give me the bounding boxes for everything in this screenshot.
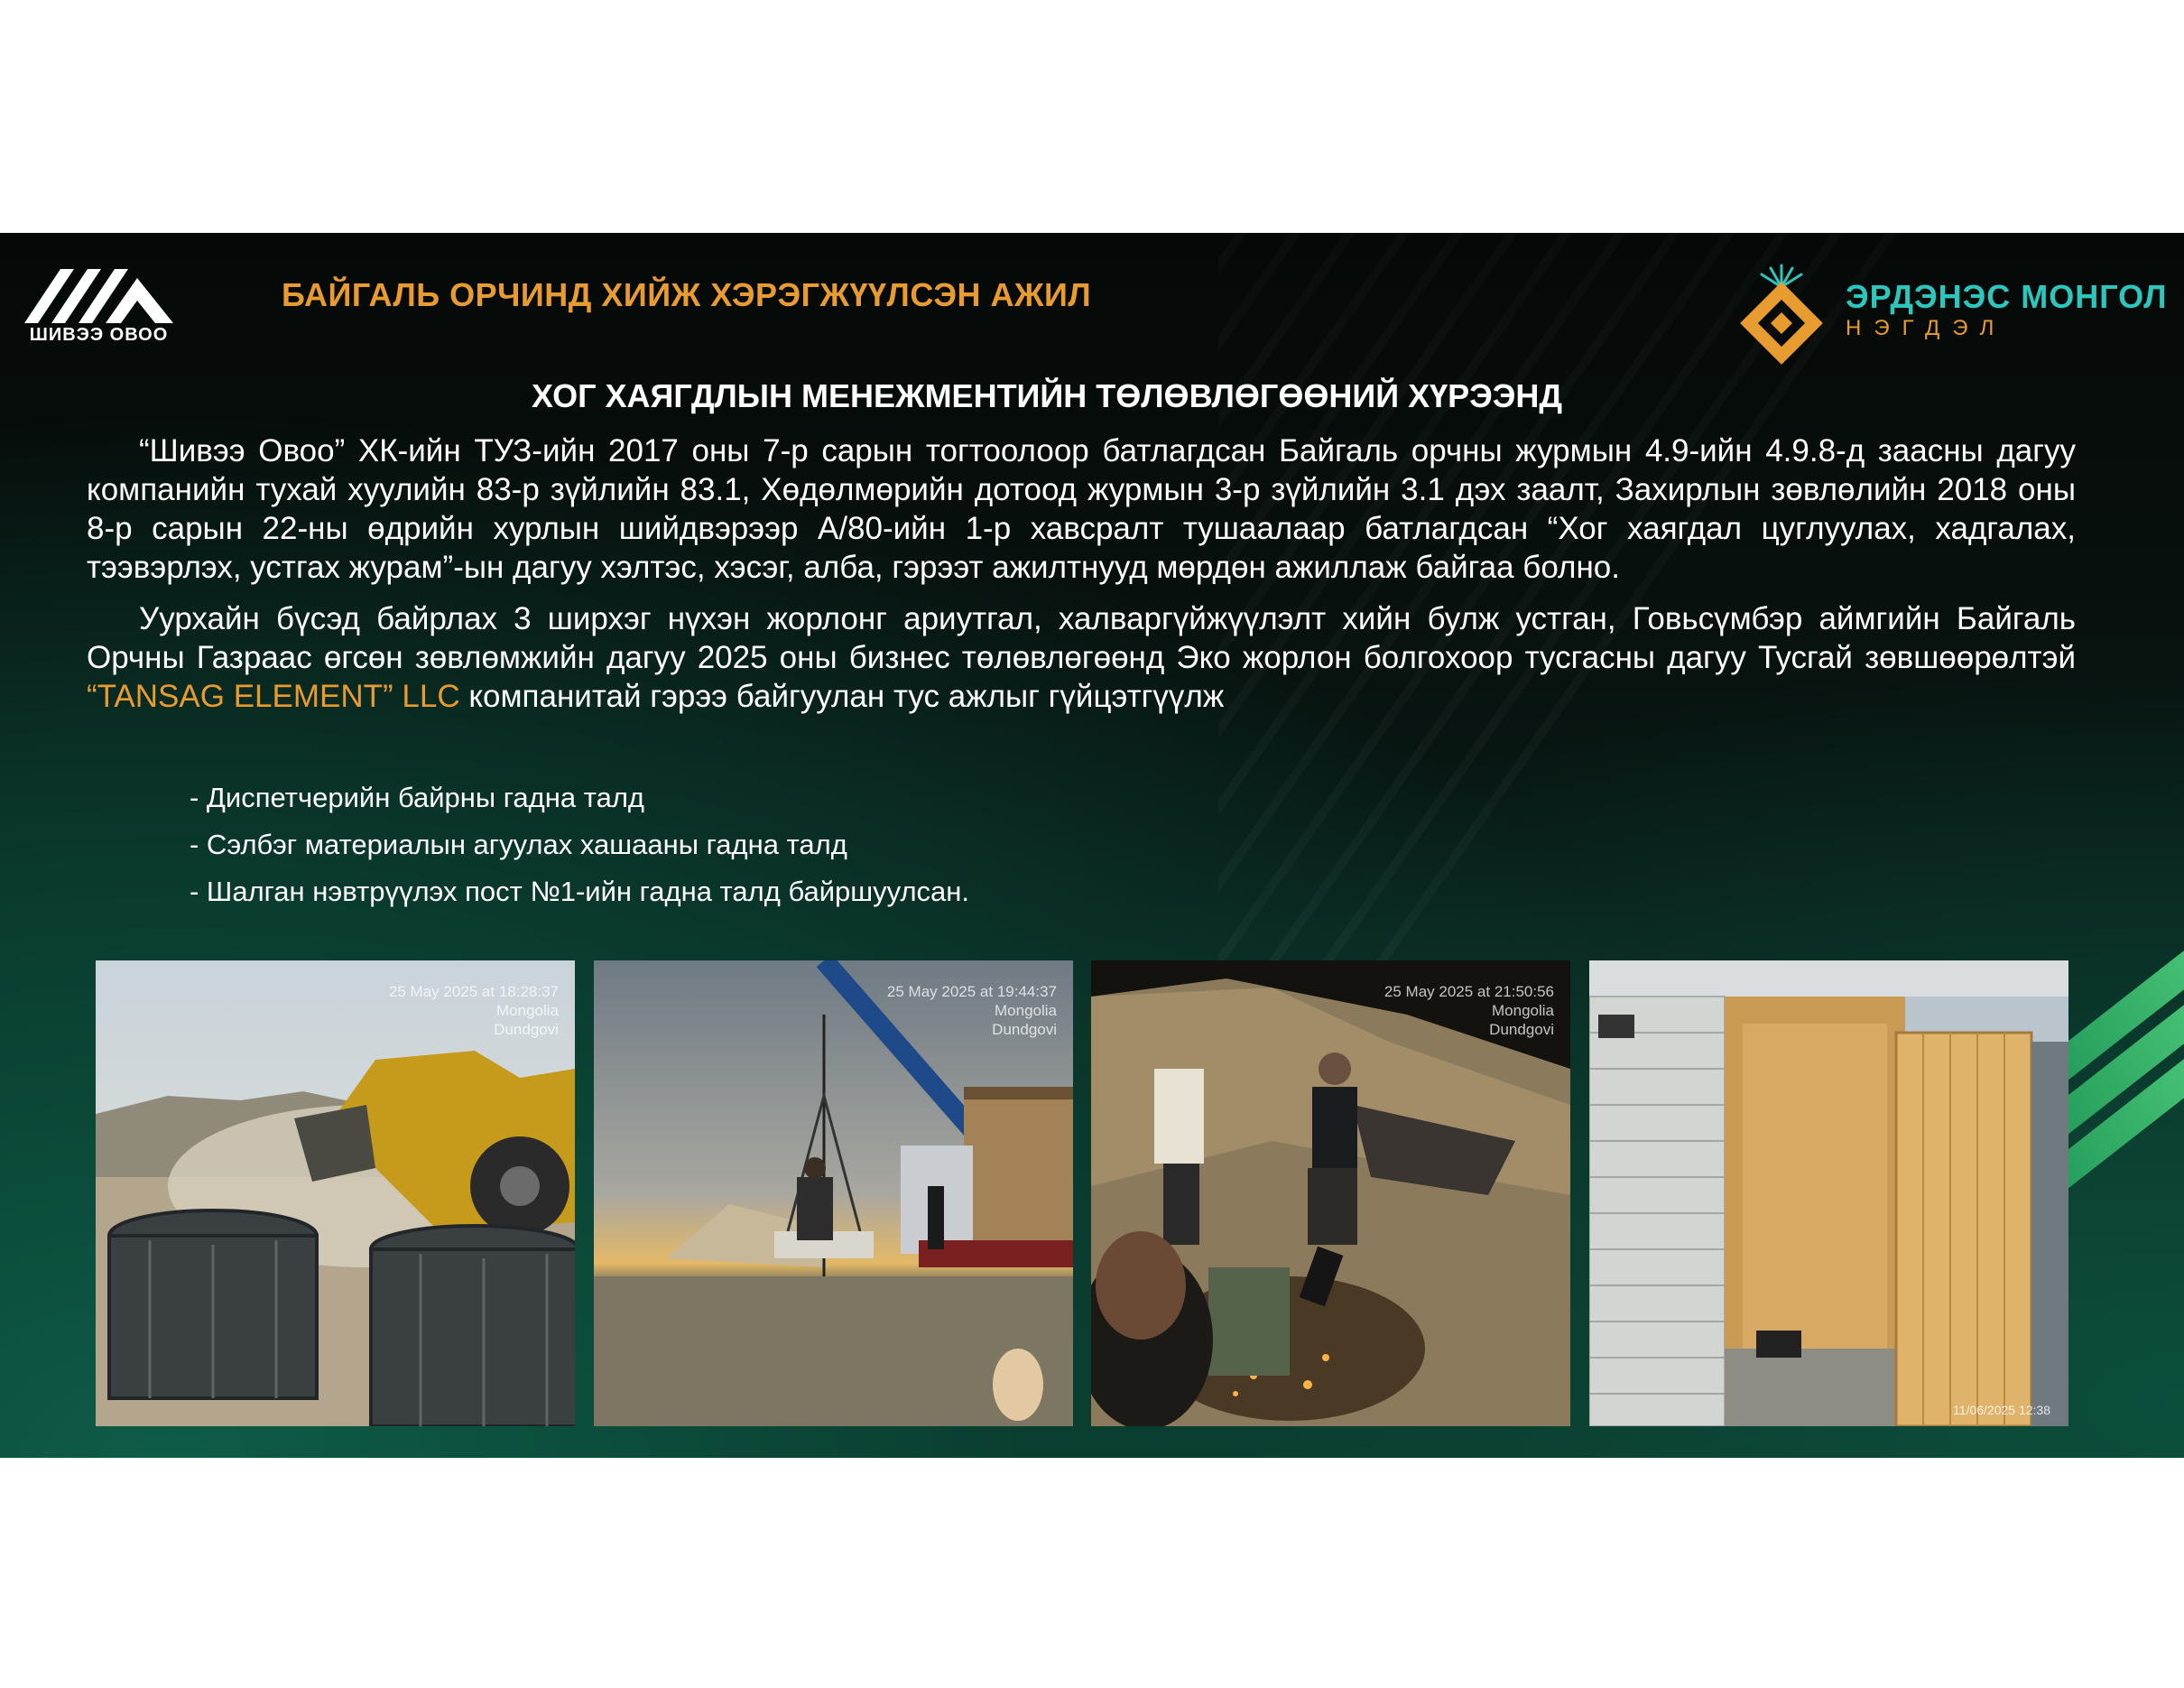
body-text	[87, 431, 2076, 728]
paragraph-2-text-end: компанитай гэрээ байгуулан тус ажлыг гүйцэтгүүлж	[459, 679, 1225, 714]
company-name-highlight: “TANSAG ELEMENT” LLC	[87, 679, 460, 714]
photo-timestamp: 25 May 2025 at 18:28:37 Mongolia Dundgovi	[388, 983, 559, 1038]
photo-eco-toilet	[1589, 960, 2068, 1426]
photo-night-work	[1091, 960, 1570, 1426]
paragraph-2-text: Уурхайн бүсэд байрлах 3 ширхэг нүхэн жорлонг ариутгал, халваргүйжүүлэлт хийн булж устган, Говьсүмбэр аймгийн Байгаль Орчны Газраас өгсөн зөвлөмжийн дагуу 2025 оны бизнес төлөвлөгөөнд Эко жорлон болгохоор тусгасны дагуу Тусгай зөвшөөрөлтэй	[87, 601, 2076, 675]
paragraph-2	[87, 599, 2076, 716]
list-item: - Сэлбэг материалын агуулах хашааны гадна талд	[190, 829, 847, 860]
photo-timestamp: 25 May 2025 at 21:50:56 Mongolia Dundgovi	[1384, 983, 1554, 1038]
header-title: БАЙГАЛЬ ОРЧИНД ХИЙЖ ХЭРЭГЖҮҮЛСЭН АЖИЛ	[282, 276, 1092, 313]
location-list	[190, 774, 969, 915]
section-title: ХОГ ХАЯГДЛЫН МЕНЕЖМЕНТИЙН ТӨЛӨВЛӨГӨӨНИЙ ХҮРЭЭНД	[531, 377, 1562, 414]
photo-timestamp: 11/06/2025 12:38	[1953, 1403, 2050, 1417]
paragraph-1: “Шивээ Овоо” ХК-ийн ТУЗ-ийн 2017 оны 7-р сарын тогтоолоор батлагдсан Байгаль орчны журмын 4.9-ийн 4.9.8-д заасны дагуу компанийн тухай хуулийн 83-р зүйлийн 83.1, Хөдөлмөрийн дотоод журмын 3-р зүйлийн 3.1 дэх заалт, Захирлын зөвлөлийн 2018 оны 8-р сарын 22-ны өдрийн хурлын шийдвэрээр А/80-ийн 1-р хавсралт тушаалаар батлагдсан “Хог хаягдал цуглуулах, хадгалах, тээвэрлэх, устгах журам”-ын дагуу хэлтэс, хэсэг, алба, гэрээт ажилтнууд мөрдөн ажиллаж байгаа болно.	[87, 433, 2076, 585]
photo-timestamp: 25 May 2025 at 19:44:37 Mongolia Dundgovi	[886, 983, 1057, 1038]
photo-excavation	[96, 960, 575, 1426]
list-item: - Шалган нэвтрүүлэх пост №1-ийн гадна талд байршуулсан.	[190, 876, 970, 907]
right-logo-sub: НЭГДЭЛ	[1846, 316, 2007, 340]
erdenes-mongol-logo	[1728, 260, 1835, 366]
slide	[0, 233, 2184, 1458]
left-logo-text: ШИВЭЭ ОВОО	[29, 325, 169, 345]
photo-crane	[594, 960, 1073, 1426]
list-item: - Диспетчерийн байрны гадна талд	[190, 782, 644, 813]
right-logo-name: ЭРДЭНЭС МОНГОЛ	[1846, 278, 2168, 315]
